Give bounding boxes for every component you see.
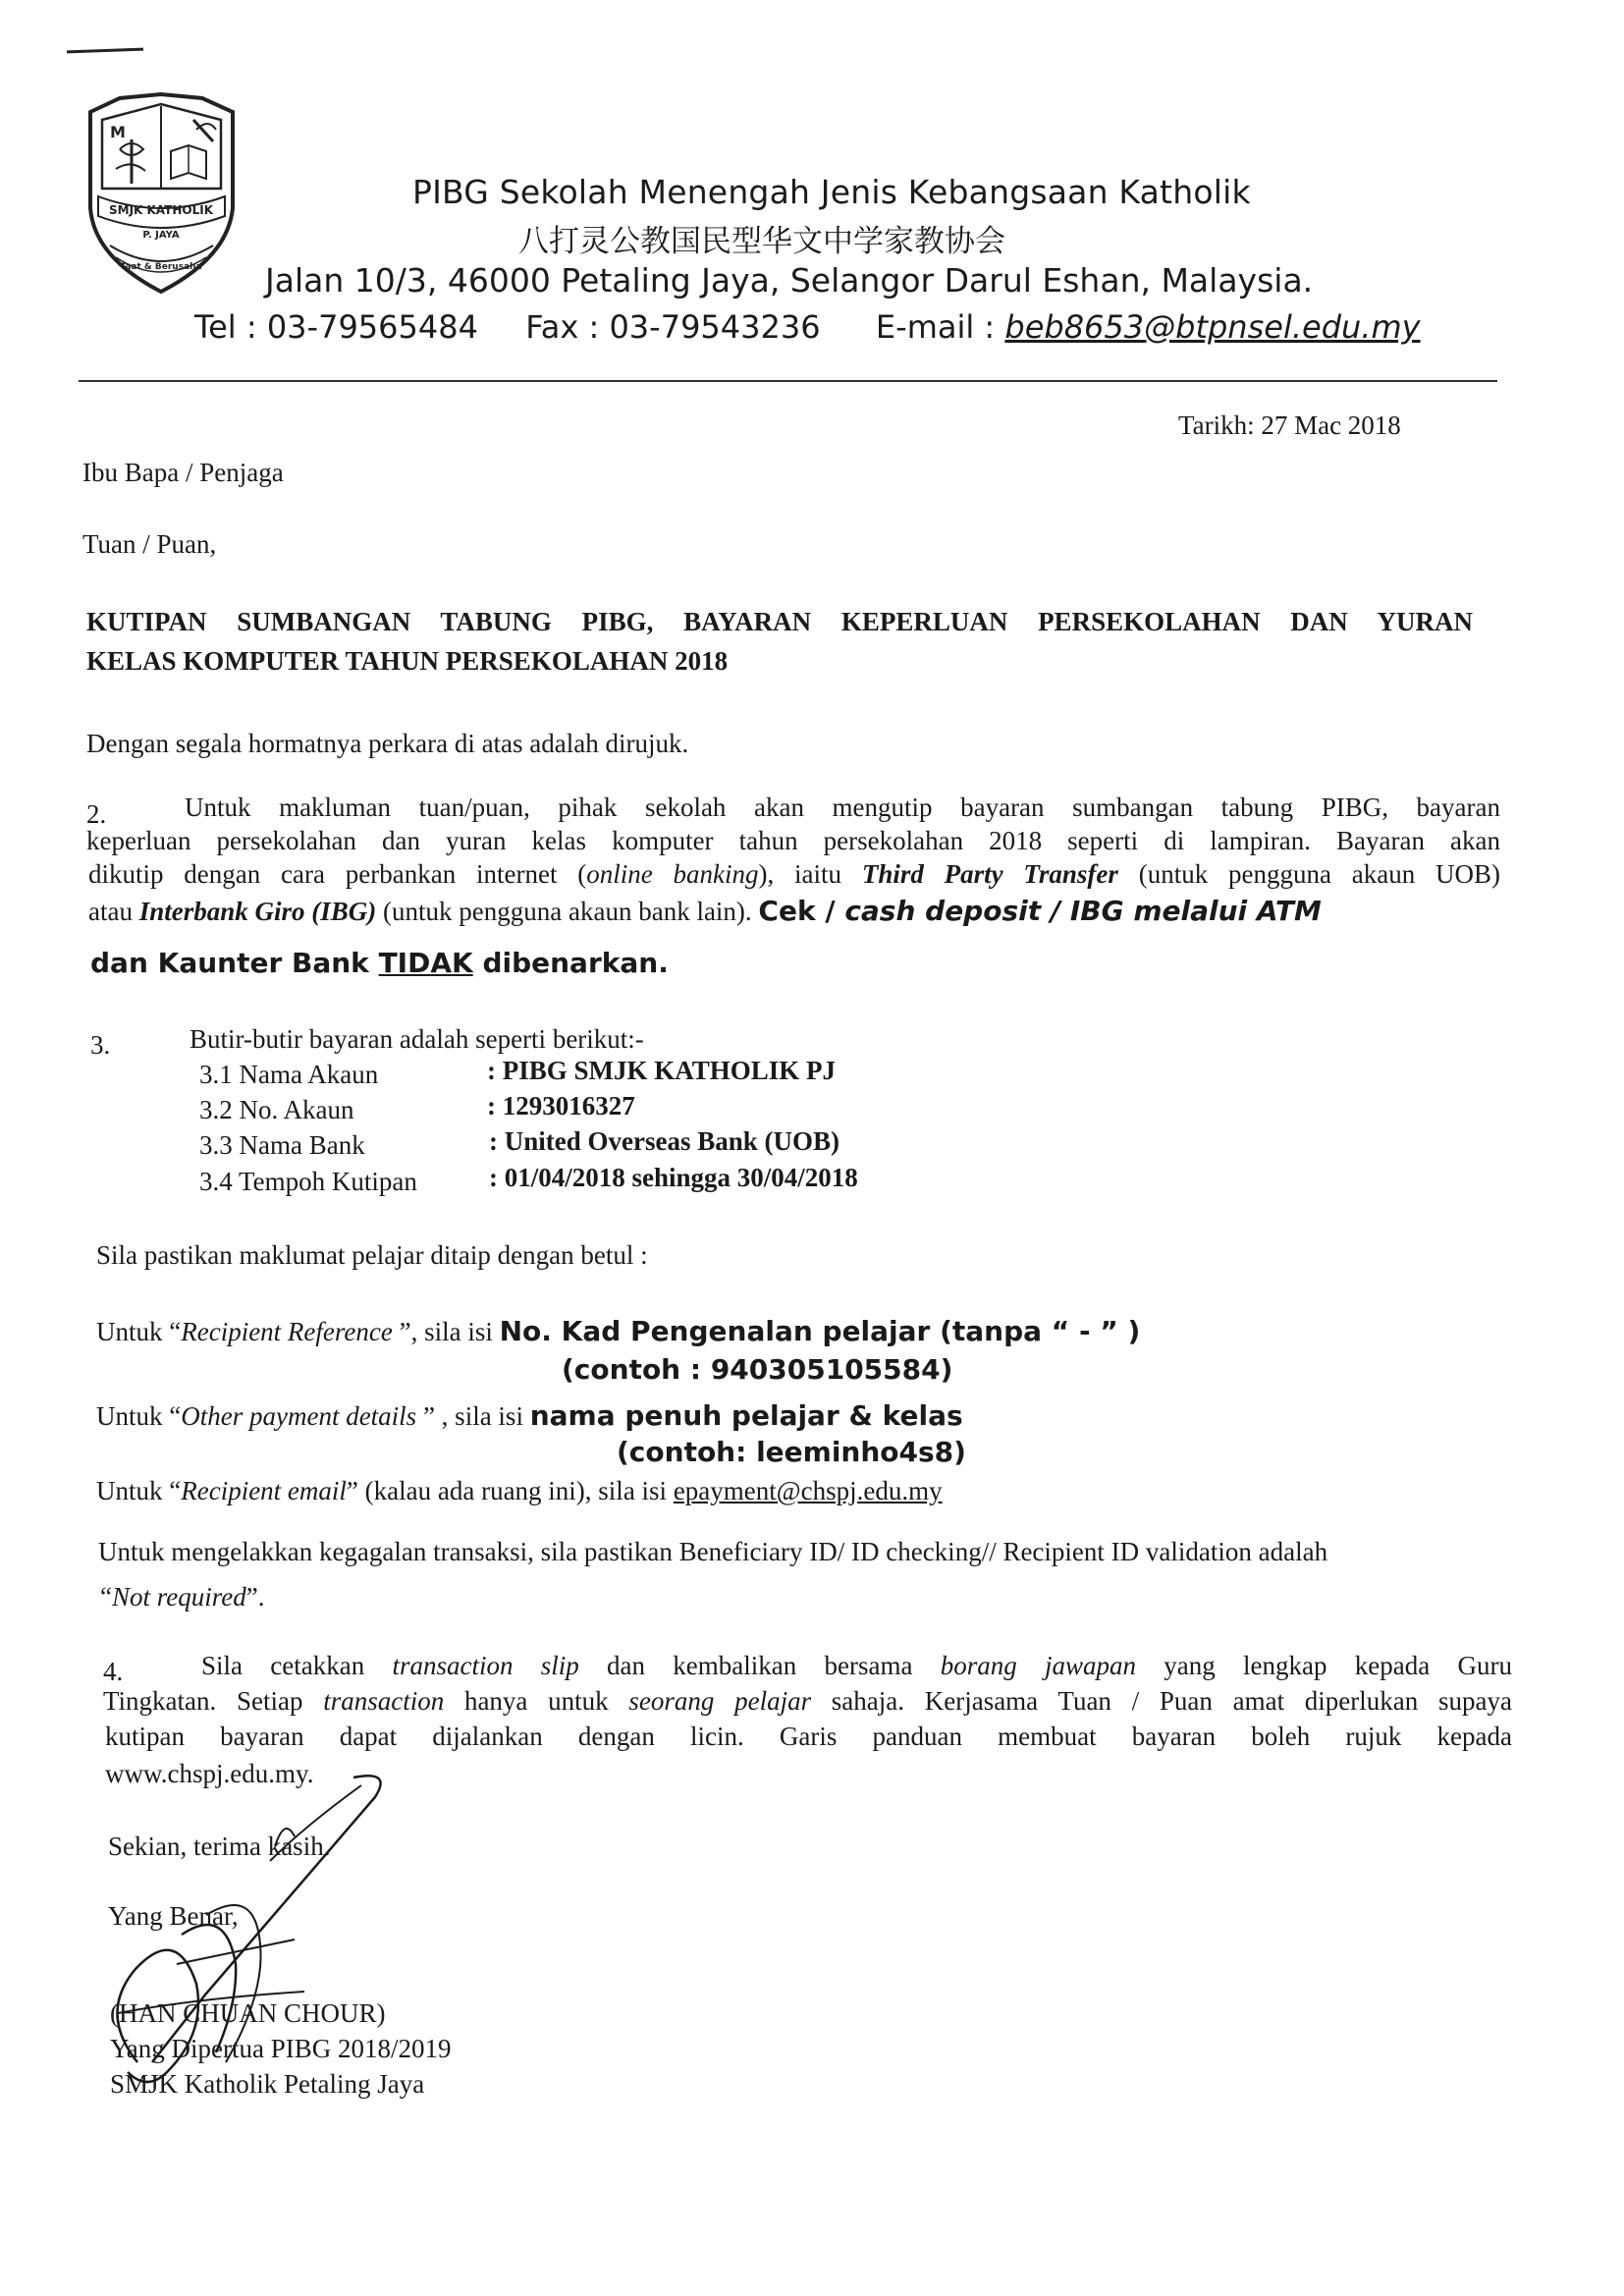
validation-line-2: “Not required”.: [100, 1582, 265, 1612]
svg-text:M: M: [110, 123, 126, 141]
contact-line: [194, 308, 1421, 346]
para4-line-1: Sila cetakkan transaction slip dan kembalikan bersama borang jawapan yang lengkap kepada Guru: [201, 1651, 1512, 1680]
payment-detail-value-2: : 1293016327: [487, 1091, 635, 1121]
para2-line-5: dan Kaunter Bank TIDAK dibenarkan.: [90, 947, 669, 979]
signatory-name: (HAN CHUAN CHOUR): [110, 1998, 386, 2028]
para2-line-2: keperluan persekolahan dan yuran kelas komputer tahun persekolahan 2018 seperti di lampiran. Bayaran akan: [86, 826, 1500, 855]
closing-yours: Yang Benar,: [108, 1901, 239, 1931]
recipient: Ibu Bapa / Penjaga: [82, 458, 284, 487]
subject-line-2: KELAS KOMPUTER TAHUN PERSEKOLAHAN 2018: [86, 646, 729, 676]
signatory-title: Yang Dipertua PIBG 2018/2019: [110, 2034, 452, 2063]
para2-line-1: Untuk makluman tuan/puan, pihak sekolah akan mengutip bayaran sumbangan tabung PIBG, bayaran: [185, 793, 1500, 822]
para4-number: 4.: [103, 1657, 124, 1686]
signatory-school: SMJK Katholik Petaling Jaya: [110, 2069, 425, 2099]
tel-label: Tel :: [194, 308, 257, 346]
school-website-link[interactable]: www.chspj.edu.my.: [105, 1759, 314, 1788]
payment-detail-value-1: : PIBG SMJK KATHOLIK PJ: [487, 1056, 837, 1085]
svg-text:SMJK KATHOLIK: SMJK KATHOLIK: [108, 203, 214, 217]
school-crest-logo: [81, 90, 243, 297]
org-name: PIBG Sekolah Menengah Jenis Kebangsaan Katholik: [412, 173, 1251, 211]
email-label: E-mail :: [875, 308, 996, 346]
epayment-email-link[interactable]: epayment@chspj.edu.my: [673, 1476, 943, 1505]
recipient-reference-line: Untuk “Recipient Reference ”, sila isi No. Kad Pengenalan pelajar (tanpa “ - ” ): [96, 1315, 1141, 1347]
payment-detail-value-4: : 01/04/2018 sehingga 30/04/2018: [489, 1163, 858, 1192]
scan-mark: [67, 48, 143, 54]
closing-thanks: Sekian, terima kasih.: [108, 1831, 331, 1861]
para4-line-3: kutipan bayaran dapat dijalankan dengan licin. Garis panduan membuat bayaran boleh rujuk kepada: [105, 1722, 1512, 1751]
subject-line-1: KUTIPAN SUMBANGAN TABUNG PIBG, BAYARAN KEPERLUAN PERSEKOLAHAN DAN YURAN: [86, 607, 1473, 636]
para2-line-3: dikutip dengan cara perbankan internet (online banking), iaitu Third Party Transfer (untuk pengguna akaun UOB): [88, 859, 1500, 889]
intro-text: Dengan segala hormatnya perkara di atas adalah dirujuk.: [86, 729, 689, 758]
fax-number: 03-79543236: [609, 308, 821, 346]
payment-detail-label-4: 3.4 Tempoh Kutipan: [199, 1167, 417, 1196]
email-link[interactable]: beb8653@btpnsel.edu.my: [1004, 308, 1421, 346]
recipient-reference-example: (contoh : 940305105584): [562, 1353, 953, 1386]
other-payment-details-example: (contoh: leeminho4s8): [617, 1436, 966, 1468]
svg-text:P. JAYA: P. JAYA: [142, 230, 180, 241]
recipient-email-line: Untuk “Recipient email” (kalau ada ruang ini), sila isi epayment@chspj.edu.my: [96, 1476, 943, 1505]
para3-intro: Butir-butir bayaran adalah seperti berikut:-: [189, 1024, 644, 1054]
instructions-intro: Sila pastikan maklumat pelajar ditaip dengan betul :: [96, 1240, 648, 1270]
svg-text:Taat & Berusaha: Taat & Berusaha: [120, 262, 202, 272]
payment-detail-label-1: 3.1 Nama Akaun: [199, 1060, 379, 1089]
payment-detail-label-2: 3.2 No. Akaun: [199, 1095, 354, 1124]
salutation: Tuan / Puan,: [82, 529, 217, 559]
letter-date: Tarikh: 27 Mac 2018: [1178, 410, 1401, 440]
tel-number: 03-79565484: [266, 308, 478, 346]
letterhead-divider: [79, 380, 1497, 382]
payment-detail-label-3: 3.3 Nama Bank: [199, 1130, 365, 1160]
other-payment-details-line: Untuk “Other payment details ” , sila isi nama penuh pelajar & kelas: [96, 1399, 963, 1432]
school-address: Jalan 10/3, 46000 Petaling Jaya, Selangor Darul Eshan, Malaysia.: [265, 261, 1314, 300]
org-chinese-name: 八打灵公教国民型华文中学家教协会: [518, 224, 1005, 259]
para4-line-2: Tingkatan. Setiap transaction hanya untuk seorang pelajar sahaja. Kerjasama Tuan / Puan amat diperlukan supaya: [103, 1686, 1512, 1716]
validation-line-1: Untuk mengelakkan kegagalan transaksi, sila pastikan Beneficiary ID/ ID checking// Recipient ID validation adalah: [98, 1537, 1328, 1566]
payment-detail-value-3: : United Overseas Bank (UOB): [489, 1126, 839, 1156]
para2-line-4: atau Interbank Giro (IBG) (untuk pengguna akaun bank lain). Cek / cash deposit / IBG melalui ATM: [88, 895, 1322, 927]
fax-label: Fax :: [525, 308, 600, 346]
para2-number: 2.: [86, 799, 107, 829]
para3-number: 3.: [90, 1030, 111, 1060]
